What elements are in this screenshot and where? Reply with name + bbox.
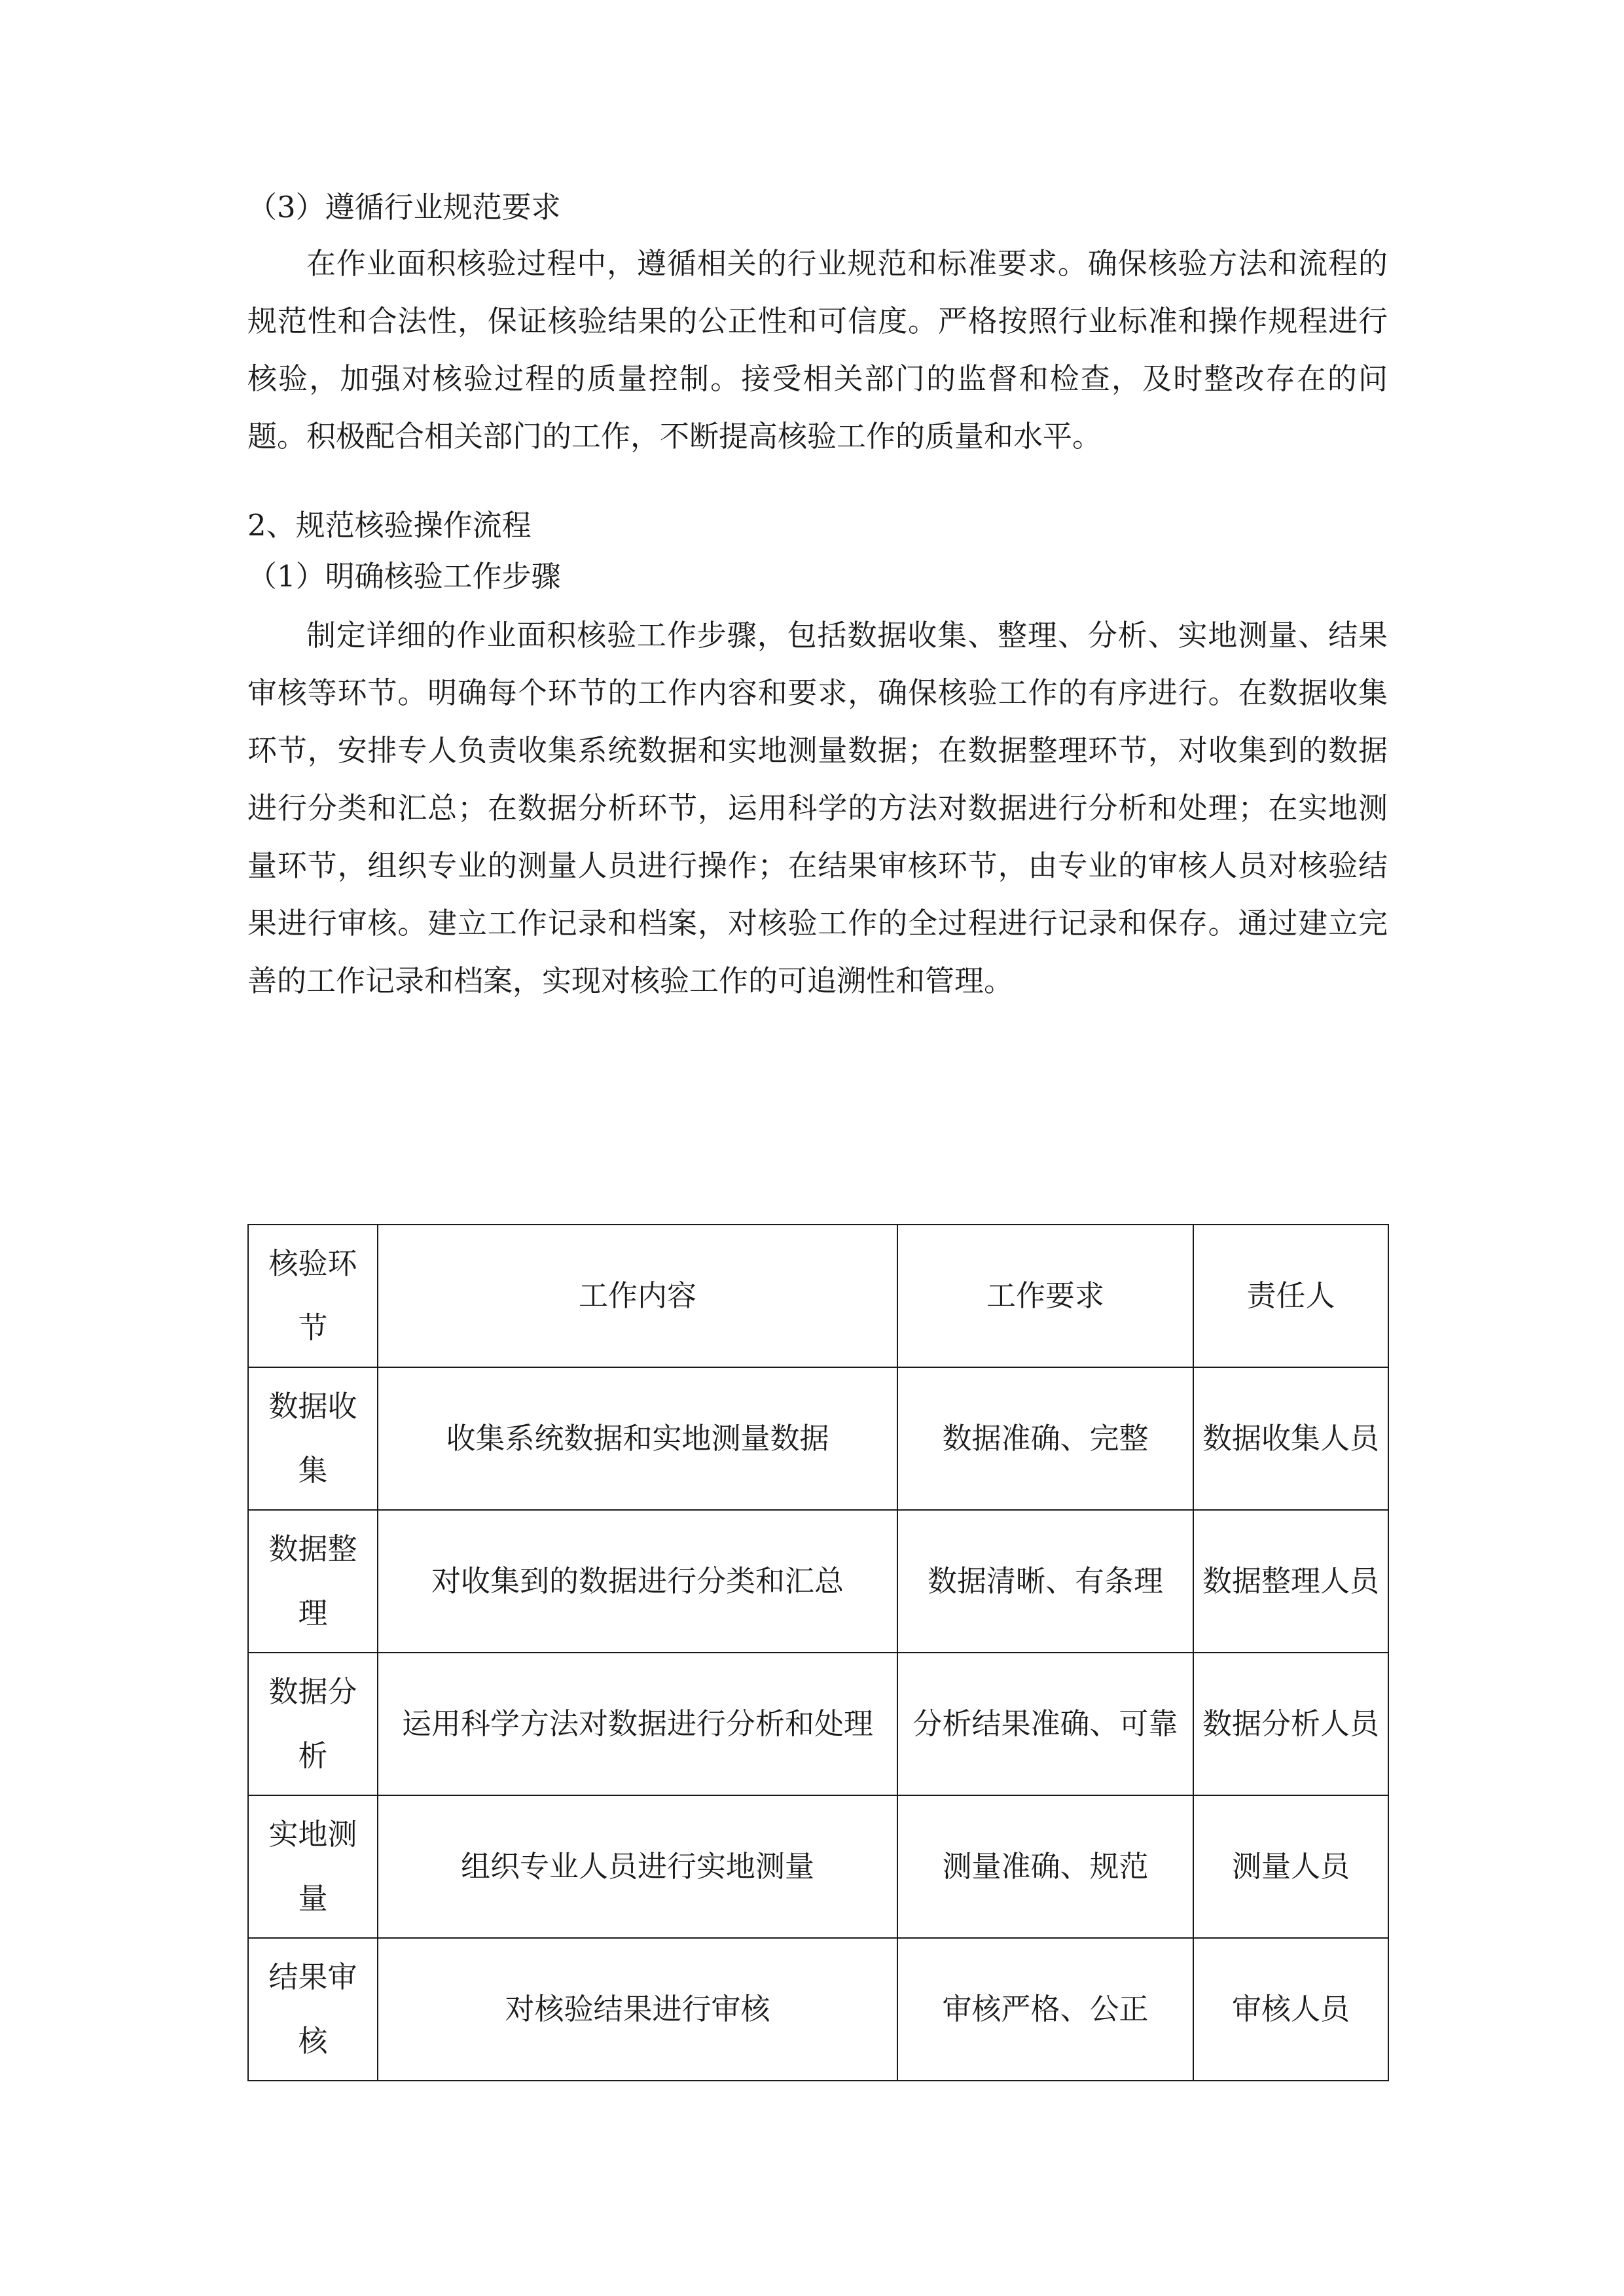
table-row xyxy=(248,1795,1388,1938)
table-cell: 数据整理人员 xyxy=(1193,1510,1388,1653)
table-cell: 对收集到的数据进行分类和汇总 xyxy=(378,1510,897,1653)
table-header-cell: 工作内容 xyxy=(378,1225,897,1367)
table-cell: 收集系统数据和实地测量数据 xyxy=(378,1367,897,1510)
table-row xyxy=(248,1938,1388,2081)
table-row xyxy=(248,1367,1388,1510)
table-header-cell: 责任人 xyxy=(1193,1225,1388,1367)
table-cell: 测量准确、规范 xyxy=(897,1795,1193,1938)
table-cell: 数据整理 xyxy=(248,1510,378,1653)
table-cell: 分析结果准确、可靠 xyxy=(897,1653,1193,1795)
section-3-heading: （3）遵循行业规范要求 xyxy=(247,190,561,224)
table-header-row xyxy=(248,1225,1388,1367)
section-3-paragraph: 在作业面积核验过程中，遵循相关的行业规范和标准要求。确保核验方法和流程的规范性和合法性，保证核验结果的公正性和可信度。严格按照行业标准和操作规程进行核验，加强对核验过程的质量控制。接受相关部门的监督和检查，及时整改存在的问题。积极配合相关部门的工作，不断提高核验工作的质量和水平。 xyxy=(247,246,1388,454)
table-cell: 数据分析人员 xyxy=(1193,1653,1388,1795)
section-2-1-heading: （1）明确核验工作步骤 xyxy=(247,559,561,594)
table-row xyxy=(248,1653,1388,1795)
table-cell: 对核验结果进行审核 xyxy=(378,1938,897,2081)
table-cell: 实地测量 xyxy=(248,1795,378,1938)
table-cell: 结果审核 xyxy=(248,1938,378,2081)
table-cell: 数据收集 xyxy=(248,1367,378,1510)
table-row xyxy=(248,1510,1388,1653)
document-body xyxy=(247,187,1388,1010)
section-2-heading: 2、规范核验操作流程 xyxy=(247,508,532,543)
table-cell: 组织专业人员进行实地测量 xyxy=(378,1795,897,1938)
table-cell: 审核严格、公正 xyxy=(897,1938,1193,2081)
table-cell: 数据准确、完整 xyxy=(897,1367,1193,1510)
table-cell: 数据收集人员 xyxy=(1193,1367,1388,1510)
table-cell: 数据清晰、有条理 xyxy=(897,1510,1193,1653)
table-cell: 测量人员 xyxy=(1193,1795,1388,1938)
table-cell: 数据分析 xyxy=(248,1653,378,1795)
verification-steps-table xyxy=(247,1224,1389,2081)
table-header-cell: 工作要求 xyxy=(897,1225,1193,1367)
table-cell: 审核人员 xyxy=(1193,1938,1388,2081)
table-cell: 运用科学方法对数据进行分析和处理 xyxy=(378,1653,897,1795)
section-2-1-paragraph: 制定详细的作业面积核验工作步骤，包括数据收集、整理、分析、实地测量、结果审核等环节。明确每个环节的工作内容和要求，确保核验工作的有序进行。在数据收集环节，安排专人负责收集系统数据和实地测量数据；在数据整理环节，对收集到的数据进行分类和汇总；在数据分析环节，运用科学的方法对数据进行分析和处理；在实地测量环节，组织专业的测量人员进行操作；在结果审核环节，由专业的审核人员对核验结果进行审核。建立工作记录和档案，对核验工作的全过程进行记录和保存。通过建立完善的工作记录和档案，实现对核验工作的可追溯性和管理。 xyxy=(247,618,1388,998)
table-header-cell: 核验环节 xyxy=(248,1225,378,1367)
